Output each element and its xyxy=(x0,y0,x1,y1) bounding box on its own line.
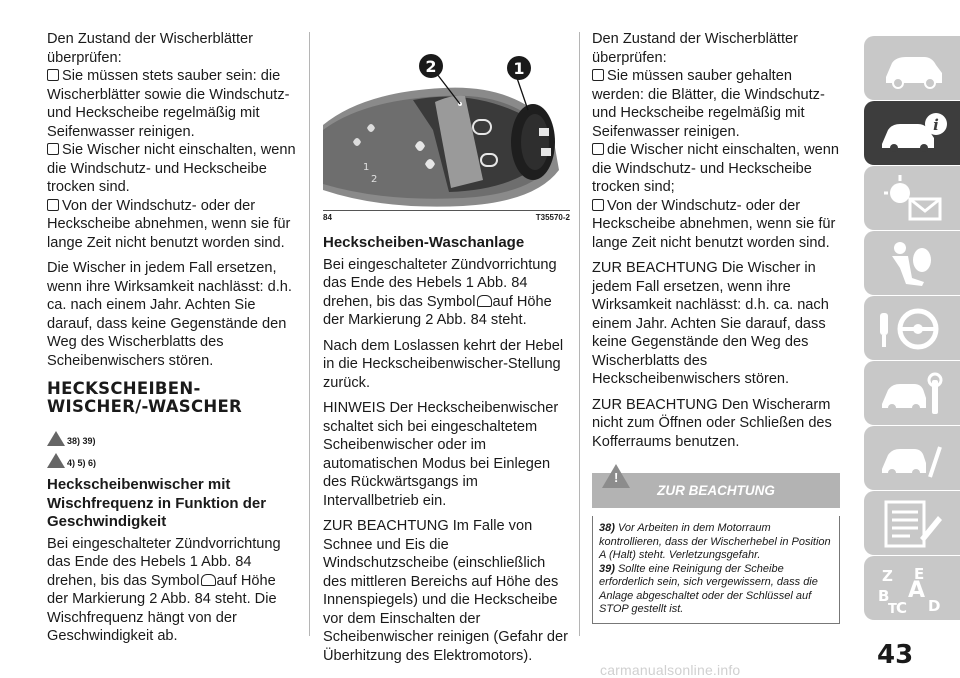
airbag-icon xyxy=(878,238,948,288)
bullet-clean-2 xyxy=(592,67,842,141)
car-info-icon xyxy=(878,108,948,158)
index-letter: C xyxy=(896,599,908,613)
section-heading xyxy=(47,380,299,416)
caution-ref-2 xyxy=(47,446,299,468)
tab-technical-data[interactable] xyxy=(864,491,960,555)
figure-wiper-lever xyxy=(323,30,570,210)
paragraph-speed-wiper-a: Bei eingeschalteter Zündvorrichtung das Ende des Hebels 1 Abb. 84 drehen, bis das Symbol xyxy=(47,535,281,589)
rear-washer-symbol-icon xyxy=(477,295,492,307)
tab-start-drive[interactable] xyxy=(864,296,960,360)
paragraph-speed-wiper xyxy=(47,535,299,646)
callout-label-2: 2 xyxy=(425,57,437,76)
warning-ref-numbers: 38) 39) xyxy=(67,436,96,446)
warning-item-38 xyxy=(599,522,831,563)
warning-ref-1 xyxy=(47,424,299,446)
paragraph-check-intro: Den Zustand der Wischerblätter überprüfen: xyxy=(47,31,254,66)
index-letter: B xyxy=(878,587,890,605)
paragraph-replace: Die Wischer in jedem Fall ersetzen, wenn ihre Wirksamkeit nachlässt: d.h. ca. nach einem Jahr. Achten Sie darauf, dass keine Gegenstände den Weg des Wischerblatts des Scheibenwischers stören. xyxy=(47,260,292,369)
caution-triangle-icon xyxy=(47,453,65,468)
car-repair-icon xyxy=(878,433,948,483)
index-letter: D xyxy=(928,597,941,613)
subheading-speed-wiper: Heckscheibenwischer mit Wischfrequenz in Funktion der Geschwindigkeit xyxy=(47,476,267,530)
alphabet-index-icon xyxy=(878,563,948,613)
section-heading-line1: HECKSCHEIBEN- xyxy=(47,379,201,398)
bullet-icon xyxy=(47,143,59,155)
warning-item-number: 39) xyxy=(599,562,615,575)
bullet-dry-text: Sie Wischer nicht einschalten, wenn die Windschutz- und Heckscheibe trocken sind. xyxy=(47,142,296,195)
column-right xyxy=(592,30,842,624)
warning-box xyxy=(592,473,840,624)
car-body-icon xyxy=(878,43,948,93)
paragraph-note: HINWEIS Der Heckscheibenwischer schaltet sich bei eingeschaltetem Scheibenwischer oder im automatischen Modus bei Einlegen des Rückwärtsgangs im Intervallbetrieb ein. xyxy=(323,400,559,509)
warning-box-title: ZUR BEACHTUNG xyxy=(657,483,775,498)
bullet-icon xyxy=(592,143,604,155)
bullet-clean xyxy=(47,67,299,141)
page-number: 43 xyxy=(877,640,914,670)
bullet-clean-text: Sie müssen stets sauber sein: die Wischerblätter sowie die Windschutz- und Heckscheibe regelmäßig mit Seifenwasser reinigen. xyxy=(47,68,290,140)
paragraph-replace-2: ZUR BEACHTUNG Die Wischer in jedem Fall ersetzen, wenn ihre Wirksamkeit nachlässt: d.h. ca. nach einem Jahr. Achten Sie darauf, dass keine Gegenstände den Weg des Wischerblatts des Heckscheibenwischers stören. xyxy=(592,260,829,387)
tab-safety[interactable] xyxy=(864,231,960,295)
bullet-dry xyxy=(47,141,299,197)
footer-watermark: carmanualsonline.info xyxy=(600,662,741,678)
tab-emergency[interactable] xyxy=(864,361,960,425)
tab-maintenance[interactable] xyxy=(864,426,960,490)
warning-item-text: Sollte eine Reinigung der Scheibe erforderlich sein, sich vergewissern, dass die Anlage abgeschaltet oder der Schlüssel auf STOP gestellt ist. xyxy=(599,562,818,615)
bullet-clean-2-text: Sie müssen sauber gehalten werden: die Blätter, die Windschutz- und Heckscheibe regelmäßig mit Seifenwasser reinigen. xyxy=(592,68,825,140)
warning-triangle-icon xyxy=(602,464,630,488)
bullet-lift-2-text: Von der Windschutz- oder der Heckscheibe abnehmen, wenn sie für lange Zeit nicht benutzt worden sind. xyxy=(592,197,836,251)
paragraph-washer xyxy=(323,256,570,330)
section-heading-line2: WISCHER/-WASCHER xyxy=(47,397,243,416)
paragraph-washer-b: auf Höhe der Markierung 2 Abb. 84 steht. xyxy=(323,293,552,328)
bullet-icon xyxy=(592,69,604,81)
warning-box-body xyxy=(592,516,840,624)
bullet-dry-2-text: die Wischer nicht einschalten, wenn die Windschutz- und Heckscheibe trocken sind; xyxy=(592,142,839,195)
bullet-icon xyxy=(47,199,59,211)
warning-box-header xyxy=(592,473,840,508)
warning-item-number: 38) xyxy=(599,522,615,534)
warning-light-icon xyxy=(878,173,948,223)
paragraph-speed-wiper-b: auf Höhe der Markierung 2 Abb. 84 steht. Die Wischfrequenz hängt von der Geschwindigkeit ab. xyxy=(47,572,277,644)
index-letter: E xyxy=(914,565,925,583)
callout-label-1: 1 xyxy=(513,59,525,78)
tab-warning-lights[interactable] xyxy=(864,166,960,230)
steering-key-icon xyxy=(878,303,948,353)
bullet-lift-text: Von der Windschutz- oder der Heckscheibe abnehmen, wenn sie für lange Zeit nicht benutzt worden sind. xyxy=(47,197,291,251)
index-letter: A xyxy=(908,578,926,603)
caution-ref-numbers: 4) 5) 6) xyxy=(67,458,97,468)
index-letter: T xyxy=(888,602,897,613)
svg-text:i: i xyxy=(933,116,939,134)
tab-car-body[interactable] xyxy=(864,36,960,100)
bullet-lift xyxy=(47,197,299,253)
column-divider-1 xyxy=(309,32,310,636)
specs-list-icon xyxy=(878,498,948,548)
figure-code: T35570-2 xyxy=(535,213,570,222)
svg-text:2: 2 xyxy=(371,174,378,185)
bullet-icon xyxy=(592,199,604,211)
tab-index[interactable] xyxy=(864,556,960,620)
warning-item-39 xyxy=(599,563,831,617)
column-middle xyxy=(323,30,570,672)
svg-text:1: 1 xyxy=(363,162,370,173)
paragraph-check-intro-2: Den Zustand der Wischerblätter überprüfen: xyxy=(592,31,799,66)
warning-item-text: Vor Arbeiten in dem Motorraum kontrollieren, dass der Wischerhebel in Position A (Halt) steht. Verletzungsgefahr. xyxy=(599,522,831,561)
bullet-dry-2 xyxy=(592,141,842,197)
index-letter: Z xyxy=(882,567,893,585)
bullet-lift-2 xyxy=(592,197,842,253)
paragraph-snow-warning: ZUR BEACHTUNG Im Falle von Schnee und Eis die Windschutzscheibe (einschließlich des mittleren Bereichs auf Höhe des Innenspiegels) und die Heckscheibe vor dem Einschalten der Scheibenwischer reinigen (Gefahr der Überhitzung des Elektromotors). xyxy=(323,518,568,664)
paragraph-release: Nach dem Loslassen kehrt der Hebel in die Heckscheibenwischer-Stellung zurück. xyxy=(323,337,564,391)
paragraph-washer-a: Bei eingeschalteter Zündvorrichtung das Ende des Hebels 1 Abb. 84 drehen, bis das Symbol xyxy=(323,256,557,310)
wiper-lever-illustration xyxy=(323,30,570,210)
car-wrench-icon xyxy=(878,368,948,418)
tab-car-info[interactable] xyxy=(864,101,960,165)
rear-wiper-symbol-icon xyxy=(201,574,216,586)
paragraph-trunk: ZUR BEACHTUNG Den Wischerarm nicht zum Öffnen oder Schließen des Kofferraums benutzen. xyxy=(592,396,832,450)
column-divider-2 xyxy=(579,32,580,636)
figure-caption xyxy=(323,210,570,222)
warning-triangle-icon xyxy=(47,431,65,446)
figure-number: 84 xyxy=(323,213,332,222)
column-left xyxy=(47,30,299,653)
bullet-icon xyxy=(47,69,59,81)
subheading-rear-washer: Heckscheiben-Waschanlage xyxy=(323,234,525,251)
